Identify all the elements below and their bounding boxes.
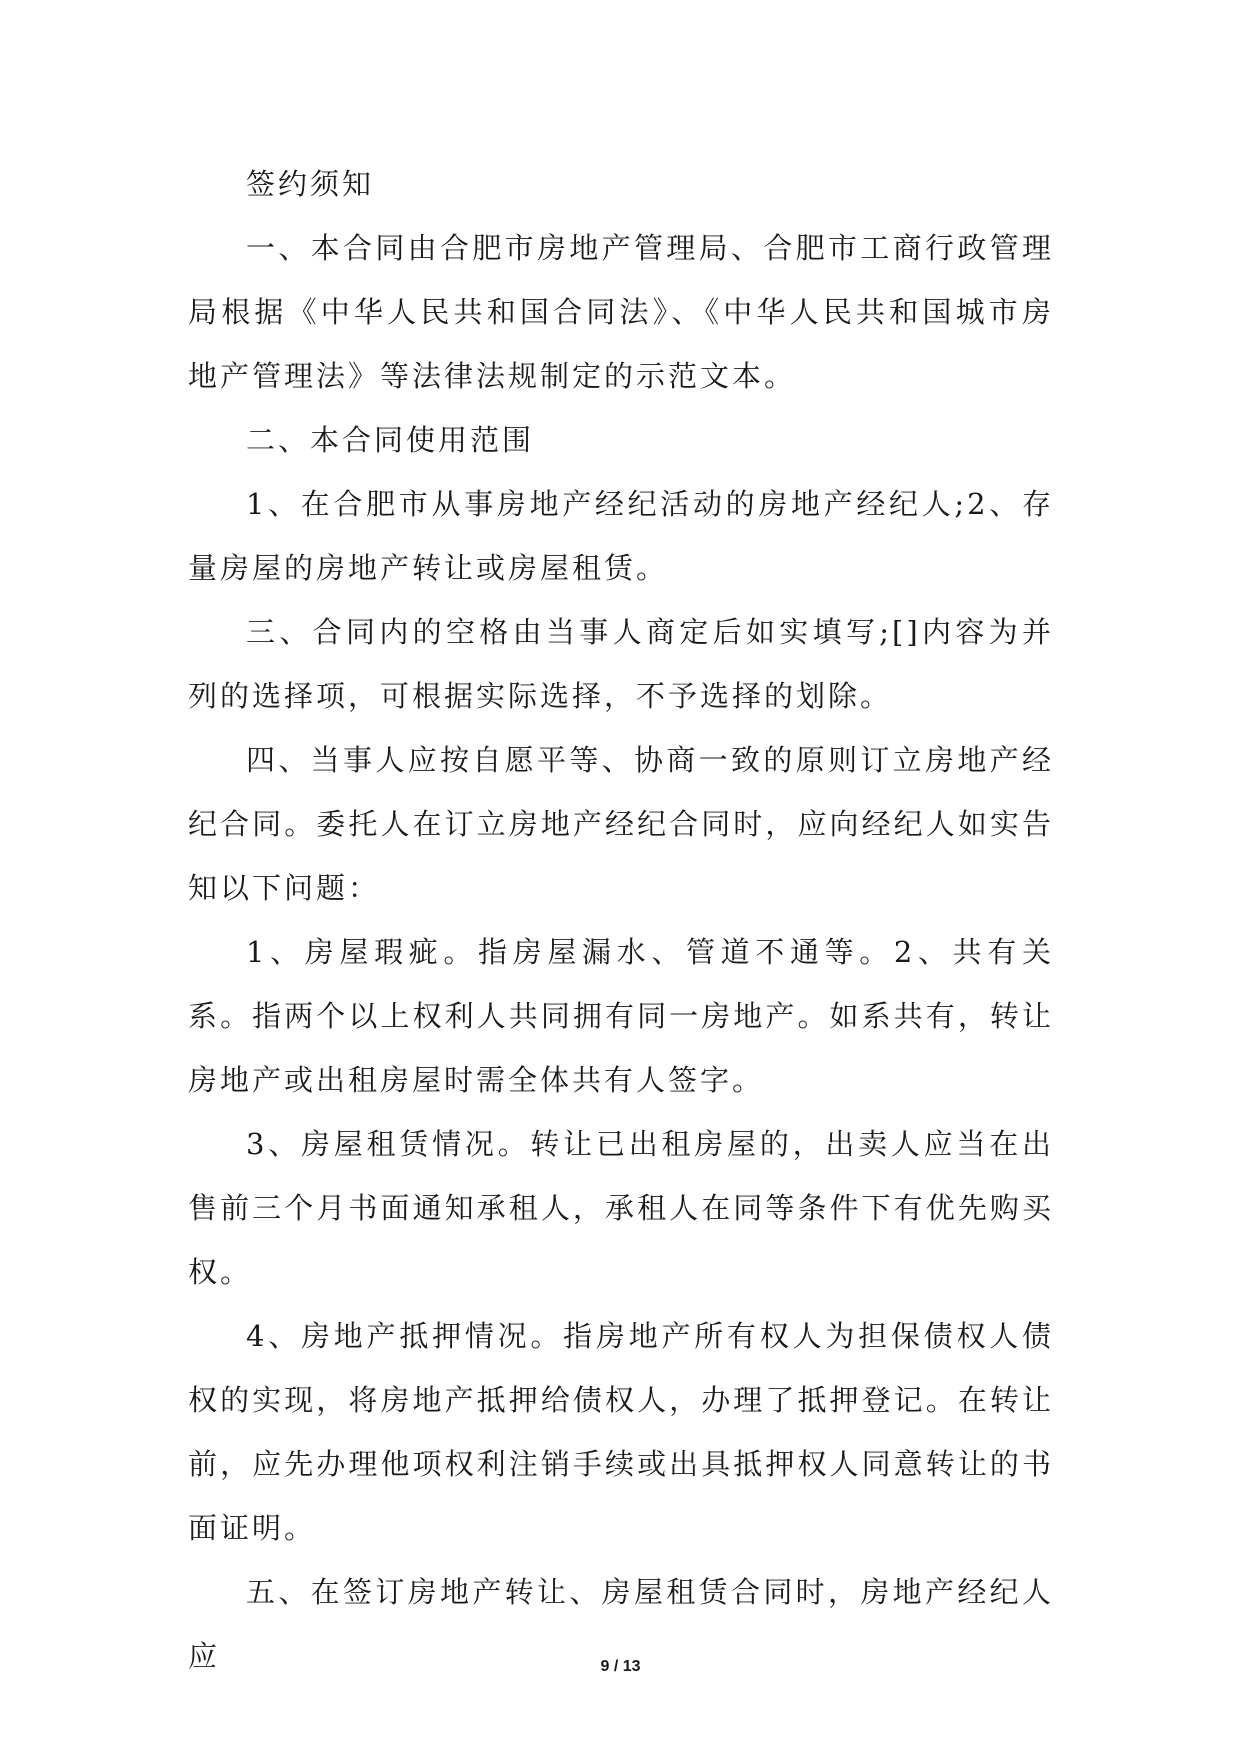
paragraph-clause-2: 二、本合同使用范围: [246, 423, 535, 457]
paragraph-clause-1: 一、本合同由合肥市房地产管理局、合肥市工商行政管理局根据《中华人民共和国合同法》、《中华人民共和国城市房地产管理法》等法律法规制定的示范文本。: [188, 231, 1054, 393]
document-body: [188, 152, 1054, 1688]
paragraph-clause-3: 三、合同内的空格由当事人商定后如实填写;[]内容为并列的选择项，可根据实际选择，不予选择的划除。: [188, 615, 1054, 713]
page-number: 9 / 13: [600, 1658, 641, 1675]
paragraph-clause-4: 四、当事人应按自愿平等、协商一致的原则订立房地产经纪合同。委托人在订立房地产经纪合同时，应向经纪人如实告知以下问题：: [188, 743, 1054, 905]
section-title: 签约须知: [246, 167, 375, 201]
paragraph-clause-5: 五、在签订房地产转让、房屋租赁合同时，房地产经纪人应: [188, 1575, 1054, 1673]
paragraph-clause-4-item-4: 4、房地产抵押情况。指房地产所有权人为担保债权人债权的实现，将房地产抵押给债权人，办理了抵押登记。在转让前，应先办理他项权利注销手续或出具抵押权人同意转让的书面证明。: [188, 1319, 1054, 1545]
paragraph-clause-2-items: 1、在合肥市从事房地产经纪活动的房地产经纪人;2、存量房屋的房地产转让或房屋租赁。: [188, 487, 1054, 585]
paragraph-clause-4-item-1-2: 1、房屋瑕疵。指房屋漏水、管道不通等。2、共有关系。指两个以上权利人共同拥有同一房地产。如系共有，转让房地产或出租房屋时需全体共有人签字。: [188, 935, 1054, 1097]
paragraph-clause-4-item-3: 3、房屋租赁情况。转让已出租房屋的，出卖人应当在出售前三个月书面通知承租人，承租人在同等条件下有优先购买权。: [188, 1127, 1054, 1289]
